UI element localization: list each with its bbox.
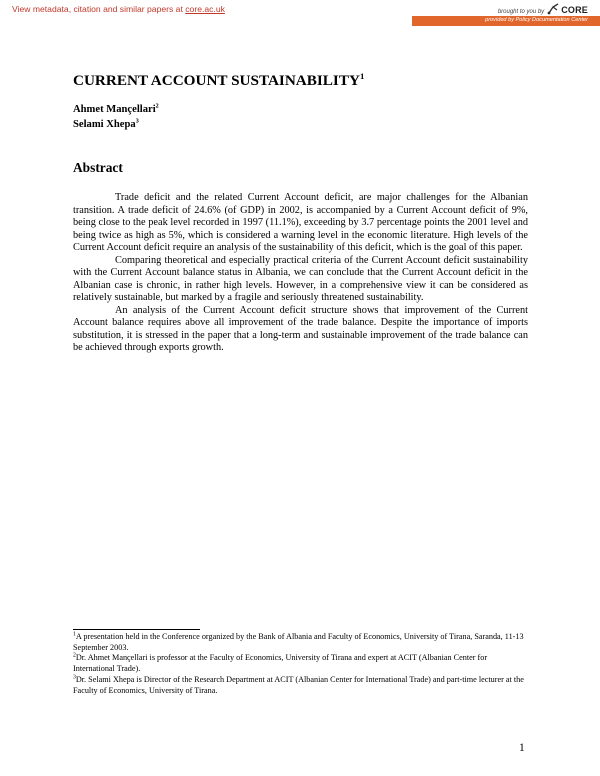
author-name: Selami Xhepa [73, 119, 136, 130]
author-name: Ahmet Mançellari [73, 104, 156, 115]
footnote-1 [73, 632, 528, 653]
footnote-divider [73, 629, 200, 630]
footnote-text: Dr. Selami Xhepa is Director of the Research Department at ACIT (Albanian Center for International Trade) and part-time lecturer at the Faculty of Economics, University of Tirana. [73, 674, 524, 695]
provided-by-text: provided by Policy Documentation Center [485, 17, 588, 23]
abstract-paragraph-1: Trade deficit and the related Current Account deficit, are major challenges for the Albanian transition. A trade deficit of 24.6% (of GDP) in 2002, is accompanied by a Current Account deficit of 9%, being close to the peak level recorded in 1997 (11.1%), exceeding by 3.7 percentage points the 2001 level and being twice as high as 5%, which is considered a warning level in the economic literature. High levels of the Current Account deficit require an analysis of the sustainability of this deficit, which is the goal of this paper. [73, 192, 528, 253]
abstract-body [73, 192, 528, 355]
footnote-2 [73, 653, 528, 674]
page-number: 1 [519, 742, 525, 754]
footnote-text: A presentation held in the Conference organized by the Bank of Albania and Faculty of Economics, University of Tirana, Saranda, 11-13 September 2003. [73, 632, 524, 652]
abstract-paragraph-3: An analysis of the Current Account deficit structure shows that improvement of the Current Account balance requires above all improvement of the trade balance. Despite the importance of imports substitution, it is stressed in the paper that a long-term and sustainable improvement of the trade balance can be achieved through exports growth. [73, 304, 528, 353]
paper-title [73, 72, 364, 90]
paper-title-text: CURRENT ACCOUNT SUSTAINABILITY [73, 72, 360, 89]
core-logo-icon [547, 3, 560, 15]
abstract-paragraph-2: Comparing theoretical and especially practical criteria of the Current Account deficit sustainability with the Current Account balance status in Albania, we can conclude that the Current Account deficit in the Albanian case is chronic, in rather high levels. However, in a comprehensive view it can be considered as relatively sustainable, but marked by a fragile and seriously threatened sustainability. [73, 254, 528, 303]
footnotes [73, 632, 528, 696]
abstract-heading: Abstract [73, 160, 123, 175]
core-banner [0, 0, 600, 27]
footnote-text: Dr. Ahmet Mançellari is professor at the Faculty of Economics, University of Tirana and expert at ACIT (Albanian Center for International Trade). [73, 653, 488, 674]
author-footnote-mark: 2 [155, 103, 159, 110]
core-link-site[interactable]: core.ac.uk [185, 4, 225, 14]
author-1 [73, 104, 159, 115]
footnote-mark: 2 [73, 652, 76, 659]
footnote-mark: 1 [73, 631, 76, 638]
author-2 [73, 119, 139, 130]
core-logo-text: CORE [561, 5, 588, 15]
core-metadata-link[interactable] [12, 4, 225, 14]
footnote-3 [73, 675, 528, 696]
brought-by-text: brought to you by [497, 9, 545, 15]
author-footnote-mark: 3 [135, 118, 139, 125]
core-link-prefix: View metadata, citation and similar papers at [12, 4, 186, 14]
footnote-mark: 3 [73, 674, 76, 681]
title-footnote-mark: 1 [359, 70, 365, 81]
core-brand [498, 3, 588, 15]
provided-by-ribbon [412, 16, 600, 26]
